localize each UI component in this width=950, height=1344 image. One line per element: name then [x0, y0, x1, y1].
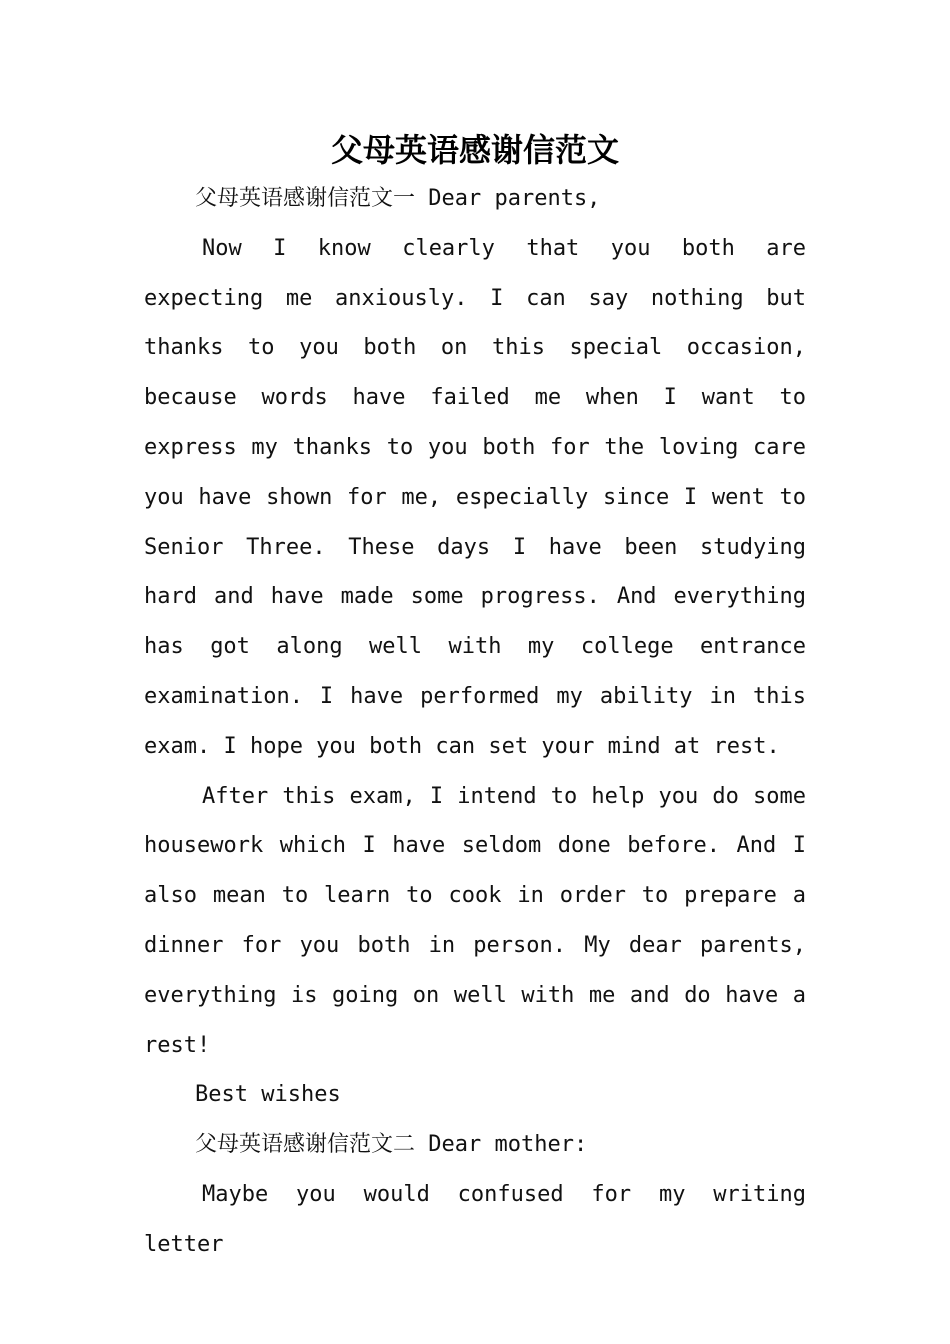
document-title: 父母英语感谢信范文 [330, 131, 619, 169]
letter-1-closing: Best wishes [195, 1082, 341, 1108]
document-body [144, 174, 806, 1270]
letter-2-heading: 父母英语感谢信范文二 Dear mother: [195, 1132, 588, 1158]
letter-1-paragraph-1: Now I know clearly that you both are expecting me anxiously. I can say nothing but thanks to you both on this special occasion, because words have failed me when I want to express my thanks to you both for the loving care you have shown for me, especially since I went to Senior Three. These days I have been studying hard and have made some progress. And everything has got along well with my college entrance examination. I have performed my ability in this exam. I hope you both can set your mind at rest. [144, 235, 806, 759]
letter-1-heading: 父母英语感谢信范文一 Dear parents, [195, 186, 601, 211]
letter-1-paragraph-2: After this exam, I intend to help you do some housework which I have seldom done before. And I also mean to learn to cook in order to prepare a dinner for you both in person. My dear parents, everything is going on well with me and do have a rest! [144, 783, 806, 1058]
letter-2-paragraph-1: Maybe you would confused for my writing letter [144, 1181, 806, 1257]
